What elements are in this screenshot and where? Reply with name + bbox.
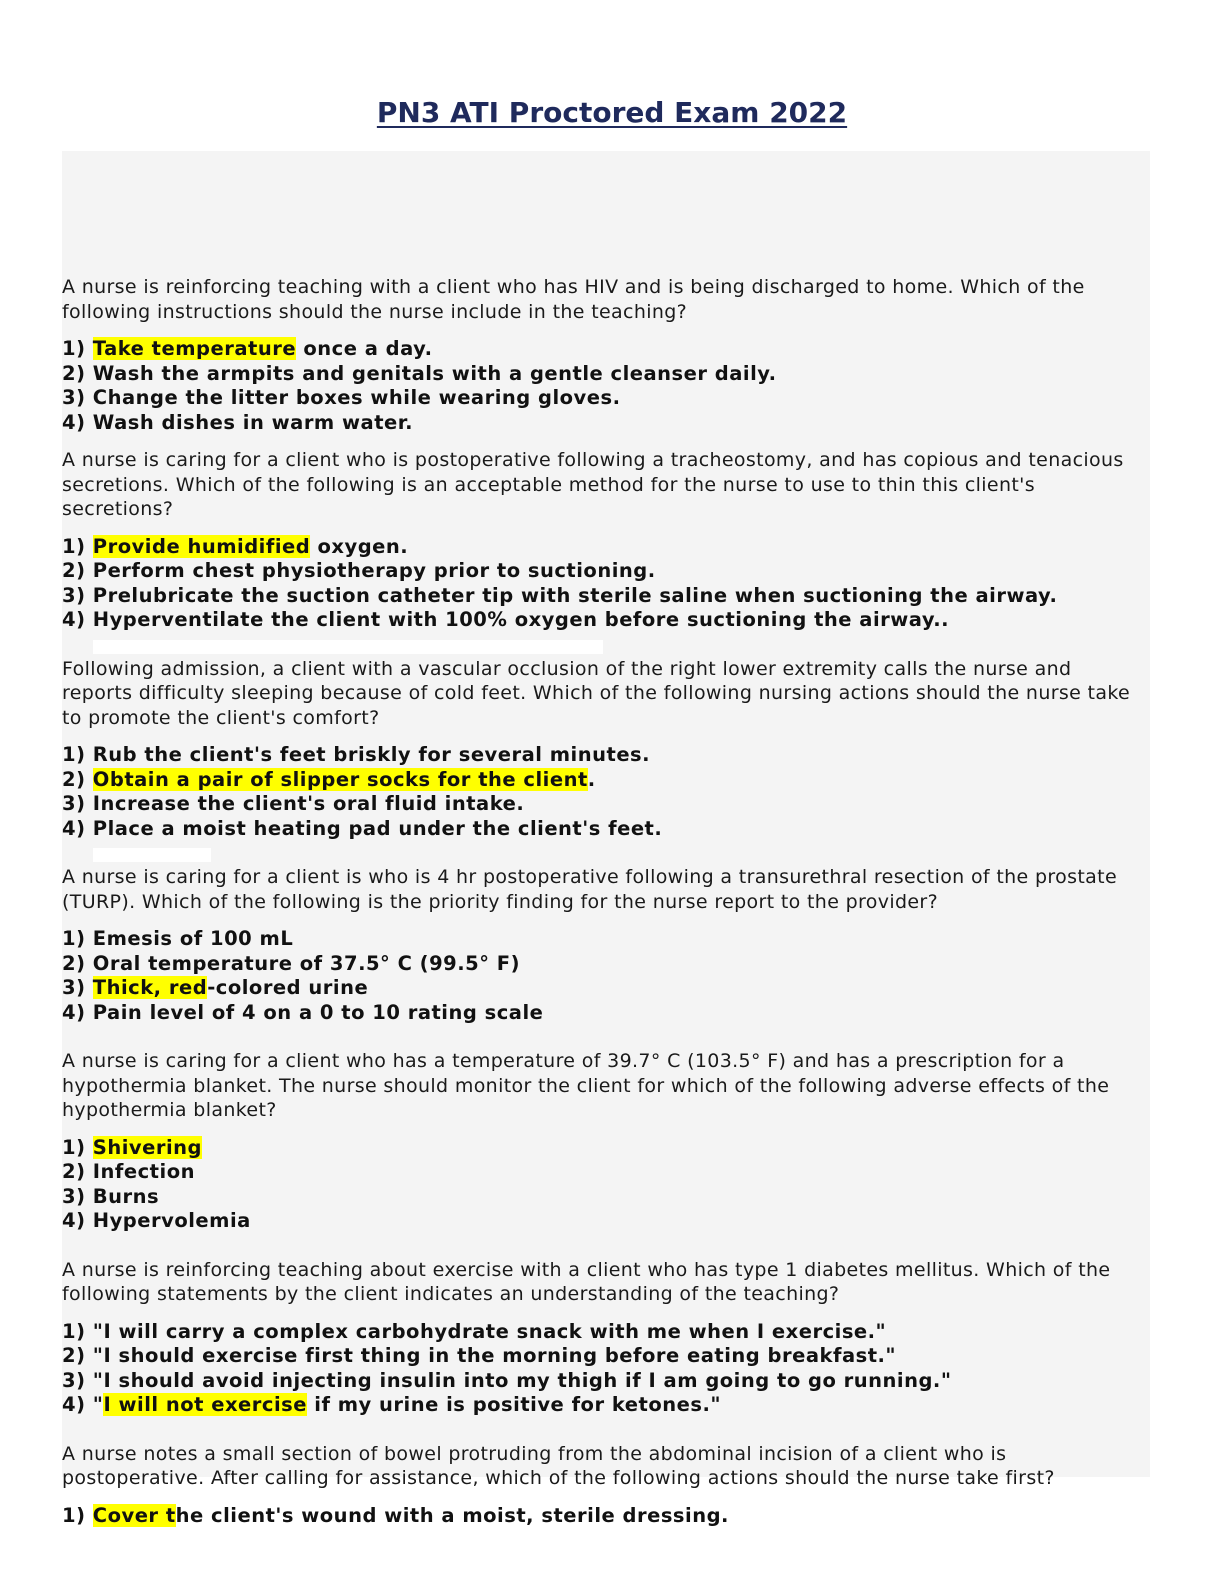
answer-option [62, 1185, 1142, 1210]
answer-options [62, 743, 1142, 841]
option-text: Hyperventilate the client with 100% oxygen before suctioning the airway.. [92, 608, 950, 631]
answer-option [62, 608, 1142, 633]
answer-options [62, 535, 1142, 633]
answer-option [62, 1504, 1142, 1529]
answer-option [62, 362, 1142, 387]
option-number: 2) [62, 951, 93, 975]
option-number: 2) [62, 1344, 93, 1367]
question-block [62, 275, 1142, 435]
answer-options [62, 1504, 1142, 1529]
option-text: Increase the client's oral fluid intake. [92, 792, 525, 815]
highlighted-answer: Cover t [92, 1503, 176, 1527]
answer-option [62, 976, 1142, 1001]
answer-option [62, 817, 1142, 842]
option-text: Change the litter boxes while wearing gloves. [92, 386, 621, 409]
question-block [62, 1049, 1142, 1234]
highlighted-answer: I will not exercise [103, 1393, 307, 1416]
option-text: Place a moist heating pad under the client's feet. [92, 816, 663, 840]
answer-options [62, 1136, 1142, 1234]
option-number: 3) [62, 386, 93, 409]
question-block [62, 865, 1142, 1025]
option-number: 3) [62, 1184, 93, 1208]
question-stem: A nurse notes a small section of bowel protruding from the abdominal incision of a client who is postoperative. After calling for assistance, which of the following actions should the nurse take first? [62, 1442, 1055, 1489]
option-text: Oral temperature of 37.5° C (99.5° F) [92, 951, 520, 975]
question-block [62, 448, 1142, 633]
option-text: "I should exercise first thing in the morning before eating breakfast." [92, 1344, 897, 1367]
highlighted-answer: Take temperature [92, 337, 297, 360]
answer-option [62, 337, 1142, 362]
highlighted-answer: Shivering [92, 1135, 202, 1159]
option-number: 4) [62, 816, 93, 840]
option-text: . [587, 767, 596, 791]
option-text: Emesis of 100 mL [92, 927, 294, 950]
question-stem: Following admission, a client with a vascular occlusion of the right lower extremity calls the nurse and reports difficulty sleeping because of cold feet. Which of the following nursing actions should the nurse take to promote the client's comfort? [62, 657, 1131, 729]
answer-option [62, 1320, 1142, 1345]
option-text: Pain level of 4 on a 0 to 10 rating scale [92, 1000, 544, 1024]
question-list [62, 275, 1142, 1541]
option-text: Rub the client's feet briskly for several minutes. [92, 743, 651, 766]
option-number: 4) [62, 410, 93, 434]
highlighted-answer: Thick, red [92, 976, 208, 999]
question-block [62, 1258, 1142, 1418]
answer-option [62, 1344, 1142, 1369]
answer-option [62, 1209, 1142, 1234]
option-number: 2) [62, 767, 93, 791]
option-text: "I should avoid injecting insulin into my thigh if I am going to go running." [92, 1368, 952, 1392]
option-text: Perform chest physiotherapy prior to suctioning. [92, 559, 656, 582]
answer-option [62, 1369, 1142, 1394]
answer-option [62, 584, 1142, 609]
option-number: 2) [62, 1160, 93, 1183]
option-number: 3) [62, 792, 93, 815]
option-text: -colored urine [207, 976, 369, 999]
option-number: 1) [62, 1503, 93, 1527]
option-text: Wash the armpits and genitals with a gentle cleanser daily. [92, 361, 777, 385]
highlighted-answer: Provide humidified [92, 534, 311, 558]
question-stem: A nurse is caring for a client who is postoperative following a tracheostomy, and has copious and tenacious secretions. Which of the following is an acceptable method for the nurse to use to thin this client's secretions? [62, 449, 1124, 520]
option-text: once a day. [296, 337, 433, 360]
option-text: "I will carry a complex carbohydrate snack with me when I exercise." [92, 1319, 887, 1343]
option-text: " [92, 1393, 104, 1416]
option-text: Infection [92, 1160, 195, 1183]
page-title-text: PN3 ATI Proctored Exam 2022 [376, 96, 848, 129]
answer-option [62, 952, 1142, 977]
question-stem: A nurse is reinforcing teaching about exercise with a client who has type 1 diabetes mellitus. Which of the following statements by the client indicates an understanding of the teaching? [62, 1258, 1111, 1305]
answer-option [62, 1001, 1142, 1026]
option-number: 4) [62, 1000, 93, 1024]
answer-option [62, 927, 1142, 952]
answer-option [62, 535, 1142, 560]
option-number: 4) [62, 608, 93, 631]
option-text: Wash dishes in warm water. [92, 410, 414, 434]
answer-options [62, 927, 1142, 1025]
option-number: 1) [62, 534, 93, 558]
answer-option [62, 768, 1142, 793]
option-text: oxygen. [310, 534, 409, 558]
question-stem: A nurse is caring for a client is who is 4 hr postoperative following a transurethral resection of the prostate (TURP). Which of the following is the priority finding for the nurse report to the provider? [62, 866, 1117, 913]
answer-option [62, 1136, 1142, 1161]
answer-option [62, 1393, 1142, 1418]
option-number: 3) [62, 1368, 93, 1392]
answer-option [62, 559, 1142, 584]
option-text: Hypervolemia [92, 1209, 251, 1232]
question-block [62, 1442, 1142, 1529]
answer-option [62, 386, 1142, 411]
answer-option [62, 411, 1142, 436]
question-block [62, 657, 1142, 842]
answer-option [62, 743, 1142, 768]
answer-options [62, 337, 1142, 435]
option-number: 4) [62, 1393, 93, 1416]
question-stem: A nurse is caring for a client who has a temperature of 39.7° C (103.5° F) and has a prescription for a hypothermia blanket. The nurse should monitor the client for which of the following adverse effects of the hypothermia blanket? [62, 1050, 1110, 1121]
option-number: 2) [62, 361, 93, 385]
option-number: 3) [62, 976, 93, 999]
page-title [0, 96, 1224, 129]
option-text: Burns [92, 1184, 160, 1208]
option-number: 1) [62, 927, 93, 950]
answer-options [62, 1320, 1142, 1418]
option-number: 2) [62, 559, 93, 582]
answer-option [62, 1160, 1142, 1185]
option-number: 1) [62, 337, 93, 360]
question-stem: A nurse is reinforcing teaching with a client who has HIV and is being discharged to home. Which of the following instructions should the nurse include in the teaching? [62, 276, 1085, 323]
option-number: 1) [62, 1135, 93, 1159]
answer-option [62, 792, 1142, 817]
option-text: if my urine is positive for ketones." [306, 1393, 722, 1416]
option-number: 1) [62, 1319, 93, 1343]
option-text: Prelubricate the suction catheter tip with sterile saline when suctioning the airway. [92, 583, 1058, 607]
option-number: 1) [62, 743, 93, 766]
option-number: 4) [62, 1209, 93, 1232]
option-number: 3) [62, 583, 93, 607]
option-text: he client's wound with a moist, sterile dressing. [175, 1503, 729, 1527]
highlighted-answer: Obtain a pair of slipper socks for the client [92, 767, 588, 791]
